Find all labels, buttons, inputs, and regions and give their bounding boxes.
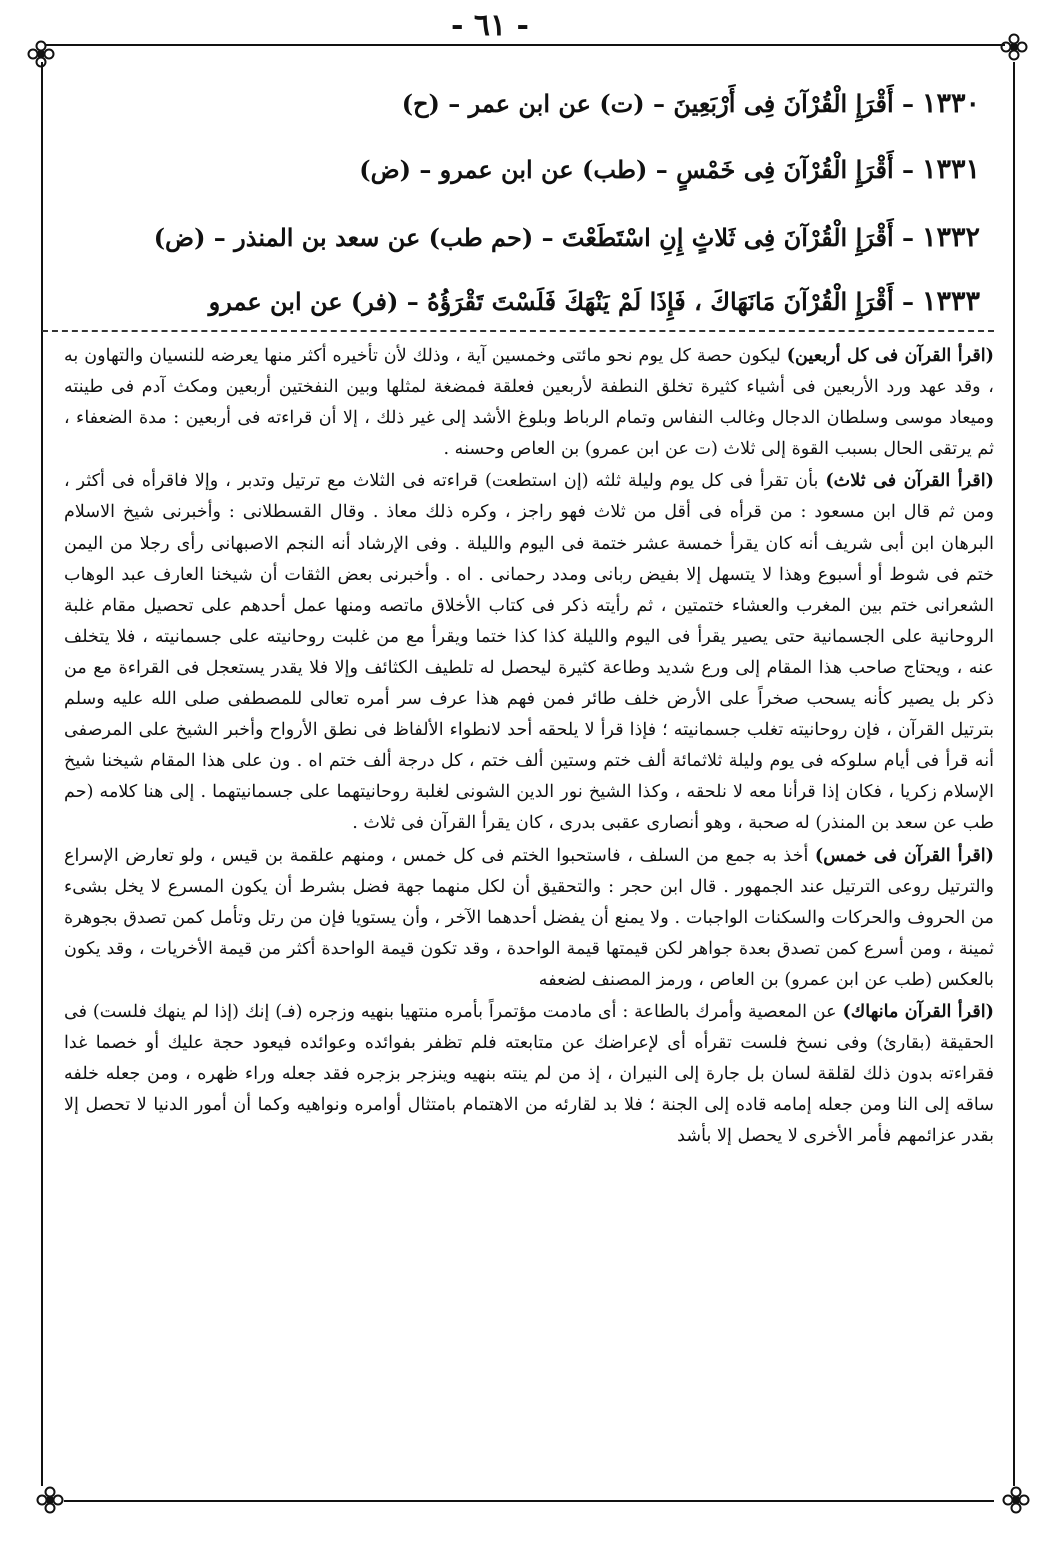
commentary-paragraph <box>64 340 994 465</box>
hadith-1332 <box>60 218 980 258</box>
hadith-number: ١٣٣٣ <box>921 286 980 317</box>
commentary-paragraph <box>64 996 994 1152</box>
commentary-paragraph <box>64 840 994 996</box>
commentary-section <box>64 340 994 1152</box>
hadith-text: – أَقْرَإِ الْقُرْآنَ فِى أَرْبَعِينَ – (ت) عن ابن عمر – (ح) <box>401 89 914 118</box>
hadith-text: – أَقْرَإِ الْقُرْآنَ فِى ثَلاثٍ إِنِ اسْتَطَعْتَ – (حم طب) عن سعد بن المنذر – (ض) <box>153 223 914 252</box>
floral-ornament-icon <box>1000 33 1028 61</box>
commentary-paragraph <box>64 465 994 839</box>
hadith-number: ١٣٣٢ <box>921 222 980 253</box>
page-number: - ٦١ - <box>450 8 530 43</box>
section-divider <box>42 330 994 332</box>
commentary-lead: (اقرأ القرآن فى ثلاث) <box>825 470 994 492</box>
hadith-1330 <box>60 84 980 124</box>
commentary-text: أخذ به جمع من السلف ، فاستحبوا الختم فى كل خمس ، ومنهم علقمة بن قيس ، ولو تعارض الإسراع والترتيل روعى الترتيل عند الجمهور . قال ابن حجر : والتحقيق أن لكل منهما جهة فضل بشرط أن يكون المسرع لا يخل بشىء من الحروف والحركات والسكنات الواجبات . ولا يمنع أن يفضل أحدهما الآخر ، وأن يستويا فإن من رتل وتأمل كمن تصدق بجوهرة ثمينة ، ومن أسرع كمن تصدق بعدة جواهر لكن قيمتها قيمة الواحدة ، وقد تكون قيمة الواحدة أكثر من قيمة الأخريات ، وقد يكون بالعكس (طب عن ابن عمرو) بن العاص ، ورمز المصنف لضعفه <box>64 845 994 990</box>
hadith-text: – أَقْرَإِ الْقُرْآنَ فِى خَمْسٍ – (طب) عن ابن عمرو – (ض) <box>359 155 914 184</box>
floral-ornament-icon <box>27 40 55 68</box>
hadith-number: ١٣٣١ <box>921 154 980 185</box>
floral-ornament-icon <box>1002 1486 1030 1514</box>
floral-ornament-icon <box>36 1486 64 1514</box>
commentary-lead: (اقرأ القرآن فى كل أربعين) <box>786 345 994 366</box>
frame-left-line <box>41 62 43 1486</box>
commentary-lead: (اقرأ القرآن مانهاك) <box>842 1000 994 1022</box>
frame-top-line <box>45 44 1005 46</box>
commentary-text: بأن تقرأ فى كل يوم وليلة ثلثه (إن استطعت) قراءته فى الثلاث مع ترتيل وتدبر ، وإلا فاقرأه فى أكثر ، ومن ثم قال ابن مسعود : من قرأه فى أقل من ثلاث فهو راجز ، وكره ذلك معاذ . وقال القسطلانى : وأخبرنى شيخ الاسلام البرهان ابن أبى شريف أنه كان يقرأ خمسة عشر ختمة فى اليوم والليلة . وفى الإرشاد أنه النجم الاصبهانى رأى رجلا من اليمن ختم فى شوط أو أسبوع وهذا لا يتسهل إلا بفيض ربانى ومدد رحمانى . اه . وأخبرنى بعض الثقات أن شيخنا العارف عبد الوهاب الشعرانى ختم بين المغرب والعشاء ختمتين ، ثم رأيته ذكر فى كتاب الأخلاق ماتصه ومنها عمل أحدهم على تحصيل مقام غلبة الروحانية على الجسمانية حتى يصير يقرأ فى اليوم والليلة كذا كذا ختما ويقرأ مع من غلبت روحانيته على جسمانيته ، فلا يتخلف عنه ، ويحتاج صاحب هذا المقام إلى ورع شديد وطاعة كثيرة ليحصل له تلطيف الكثائف وإلا فلا يقدر يستعجل فى القراءة مع من ذكر بل يصير كأنه يسحب صخراً على الأرض خلف طائر فمن فهم هذا عرف سر أمره تعالى للمصطفى صلى الله عليه وسلم بترتيل القرآن ، فإن روحانيته تغلب جسمانيته ؛ فإذا قرأ لا يلحقه أحد لانطواء الألفاظ فى نطق الأرواح وأخبر الشيخ على المرصفى أنه قرأ فى أيام سلوكه فى يوم وليلة ثلاثمائة ألف ختم وستين ألف ختم ، كل درجة ألف ختم اه . ون على هذا المقام شيخنا شيخ الإسلام زكريا ، فكان إذا قرأنا معه لا نلحقه ، وكذا الشيخ نور الدين الشونى لغلبة روحانيتهما على جسمانيتهما . إلى هنا كلامه (حم طب عن سعد بن المنذر) له صحبة ، وهو أنصارى عقبى بدرى ، كان يقرأ القرآن فى ثلاث . <box>64 471 994 834</box>
commentary-text: عن المعصية وأمرك بالطاعة : أى مادمت مؤتمراً بأمره منتهيا بنهيه وزجره (فـ) إنك (إذا لم ينهك فلست) فى الحقيقة (بقارئ) وفى نسخ فلست تقرأه أى لإعراضك عن متابعته فلم تظفر بفوائده وعوائده فيعود حجة عليك أو خصما غدا فقراءته بدون ذلك لقلقة لسان بل جارة إلى النيران ، إذ من لم ينته بنهيه وينزجر بزجره فقد جعله وراء ظهره ، ومن جعله خلفه ساقه إلى النا ومن جعله إمامه قاده إلى الجنة ؛ فلا بد لقارئه من الاهتمام بامتثال أوامره ونواهيه وكما أن أمور الدنيا لا تحصل إلا بقدر عزائمهم فأمر الأخرى لا يحصل إلا بأشد <box>64 1001 994 1147</box>
hadith-1331 <box>60 150 980 190</box>
hadith-1333 <box>60 282 980 322</box>
commentary-text: ليكون حصة كل يوم نحو مائتى وخمسين آية ، وذلك لأن تأخيره أكثر منها يعرضه للنسيان والتهاون به ، وقد عهد ورد الأربعين فى أشياء كثيرة تخلق النطفة لأربعين فعلقة فمضغة لمثلها وبين النفختين أربعين ومكث آدم فى طينته وميعاد موسى وسلطان الدجال وغالب النفاس وتمام الرباط وبلوغ الأشد إلى غير ذلك ، إلا أن قراءته فى أربعين : مدة الضعفاء ، ثم يرتقى الحال بسبب القوة إلى ثلاث (ت عن ابن عمرو) بن العاص وحسنه . <box>64 346 994 460</box>
hadith-text: – أَقْرَإِ الْقُرْآنَ مَانَهَاكَ ، فَإِذَا لَمْ يَنْهَكَ فَلَسْتَ تَقْرَؤُهُ – (فر) عن ابن عمرو <box>208 287 914 316</box>
frame-right-line <box>1013 62 1015 1486</box>
frame-bottom-line <box>64 1500 994 1502</box>
commentary-lead: (اقرأ القرآن فى خمس) <box>814 844 994 866</box>
hadith-number: ١٣٣٠ <box>921 88 980 119</box>
